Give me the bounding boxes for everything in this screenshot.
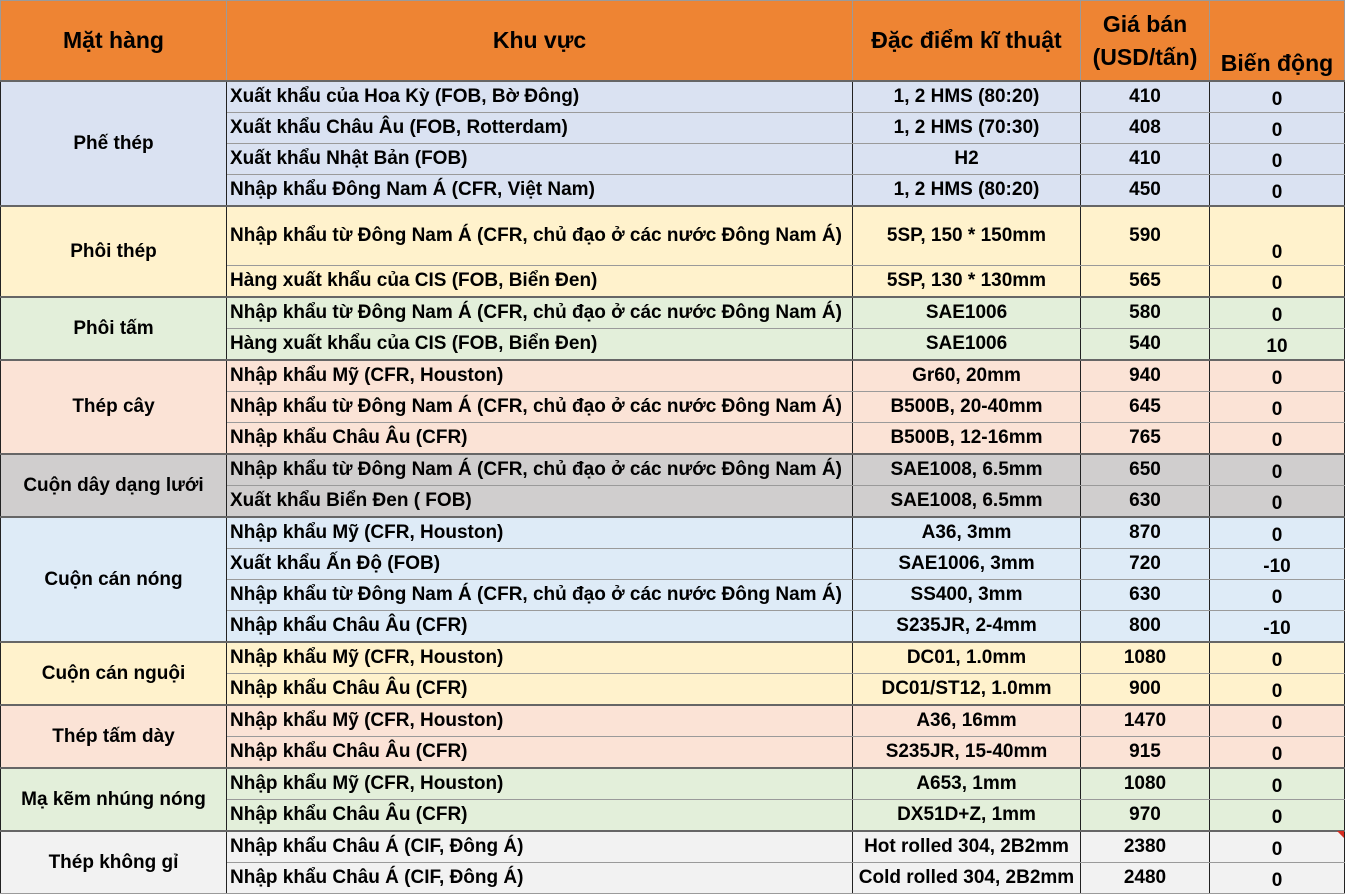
table-row <box>1 297 1345 329</box>
region-cell: Xuất khẩu Nhật Bản (FOB) <box>227 144 853 175</box>
change-cell: 0 <box>1210 360 1345 392</box>
price-cell: 1080 <box>1081 768 1210 800</box>
header-spec: Đặc điểm kĩ thuật <box>853 1 1081 82</box>
change-cell: 0 <box>1210 206 1345 266</box>
region-cell: Nhập khẩu Châu Âu (CFR) <box>227 800 853 832</box>
spec-cell: A36, 3mm <box>853 517 1081 549</box>
region-cell: Nhập khẩu Châu Âu (CFR) <box>227 611 853 643</box>
price-cell: 970 <box>1081 800 1210 832</box>
spec-cell: A653, 1mm <box>853 768 1081 800</box>
spec-cell: 5SP, 150 * 150mm <box>853 206 1081 266</box>
change-cell: 0 <box>1210 642 1345 674</box>
region-cell: Xuất khẩu của Hoa Kỳ (FOB, Bờ Đông) <box>227 81 853 113</box>
change-cell: 0 <box>1210 297 1345 329</box>
spec-cell: 1, 2 HMS (70:30) <box>853 113 1081 144</box>
change-cell: 0 <box>1210 831 1345 863</box>
region-cell: Nhập khẩu từ Đông Nam Á (CFR, chủ đạo ở các nước Đông Nam Á) <box>227 392 853 423</box>
price-cell: 450 <box>1081 175 1210 207</box>
spec-cell: 1, 2 HMS (80:20) <box>853 175 1081 207</box>
price-cell: 2480 <box>1081 863 1210 894</box>
header-change: Biến động <box>1210 1 1345 82</box>
category-cell: Thép cây <box>1 360 227 454</box>
region-cell: Nhập khẩu Mỹ (CFR, Houston) <box>227 642 853 674</box>
spec-cell: 5SP, 130 * 130mm <box>853 266 1081 298</box>
change-cell: 0 <box>1210 863 1345 894</box>
region-cell: Nhập khẩu từ Đông Nam Á (CFR, chủ đạo ở các nước Đông Nam Á) <box>227 206 853 266</box>
spec-cell: B500B, 12-16mm <box>853 423 1081 455</box>
spec-cell: H2 <box>853 144 1081 175</box>
category-cell: Cuộn dây dạng lưới <box>1 454 227 517</box>
category-cell: Cuộn cán nguội <box>1 642 227 705</box>
change-cell: 10 <box>1210 329 1345 361</box>
category-cell: Phôi tấm <box>1 297 227 360</box>
price-cell: 630 <box>1081 580 1210 611</box>
price-cell: 590 <box>1081 206 1210 266</box>
region-cell: Nhập khẩu Châu Âu (CFR) <box>227 423 853 455</box>
spec-cell: Hot rolled 304, 2B2mm <box>853 831 1081 863</box>
table-row <box>1 81 1345 113</box>
change-cell: 0 <box>1210 486 1345 518</box>
spec-cell: SAE1008, 6.5mm <box>853 454 1081 486</box>
change-cell: 0 <box>1210 392 1345 423</box>
change-cell: 0 <box>1210 81 1345 113</box>
spec-cell: SAE1008, 6.5mm <box>853 486 1081 518</box>
region-cell: Nhập khẩu Mỹ (CFR, Houston) <box>227 768 853 800</box>
table-row <box>1 642 1345 674</box>
spec-cell: SS400, 3mm <box>853 580 1081 611</box>
price-cell: 2380 <box>1081 831 1210 863</box>
spec-cell: S235JR, 15-40mm <box>853 737 1081 769</box>
region-cell: Hàng xuất khẩu của CIS (FOB, Biển Đen) <box>227 266 853 298</box>
change-cell: 0 <box>1210 423 1345 455</box>
category-cell: Thép tấm dày <box>1 705 227 768</box>
price-cell: 900 <box>1081 674 1210 706</box>
spec-cell: DC01, 1.0mm <box>853 642 1081 674</box>
price-cell: 408 <box>1081 113 1210 144</box>
spec-cell: SAE1006 <box>853 329 1081 361</box>
region-cell: Hàng xuất khẩu của CIS (FOB, Biển Đen) <box>227 329 853 361</box>
spec-cell: SAE1006, 3mm <box>853 549 1081 580</box>
price-cell: 870 <box>1081 517 1210 549</box>
region-cell: Nhập khẩu Mỹ (CFR, Houston) <box>227 517 853 549</box>
price-cell: 940 <box>1081 360 1210 392</box>
table-row <box>1 517 1345 549</box>
price-cell: 645 <box>1081 392 1210 423</box>
change-cell: -10 <box>1210 549 1345 580</box>
change-cell: -10 <box>1210 611 1345 643</box>
category-cell: Phế thép <box>1 81 227 206</box>
change-cell: 0 <box>1210 580 1345 611</box>
region-cell: Xuất khẩu Châu Âu (FOB, Rotterdam) <box>227 113 853 144</box>
price-cell: 630 <box>1081 486 1210 518</box>
change-cell: 0 <box>1210 144 1345 175</box>
table-row <box>1 831 1345 863</box>
header-price <box>1081 1 1210 82</box>
category-cell: Cuộn cán nóng <box>1 517 227 642</box>
change-cell: 0 <box>1210 266 1345 298</box>
price-cell: 540 <box>1081 329 1210 361</box>
region-cell: Xuất khẩu Biển Đen ( FOB) <box>227 486 853 518</box>
spec-cell: Cold rolled 304, 2B2mm <box>853 863 1081 894</box>
region-cell: Nhập khẩu Châu Á (CIF, Đông Á) <box>227 863 853 894</box>
table-body <box>1 81 1345 894</box>
region-cell: Nhập khẩu Châu Á (CIF, Đông Á) <box>227 831 853 863</box>
price-cell: 410 <box>1081 81 1210 113</box>
price-cell: 765 <box>1081 423 1210 455</box>
spec-cell: DC01/ST12, 1.0mm <box>853 674 1081 706</box>
change-cell: 0 <box>1210 674 1345 706</box>
change-cell: 0 <box>1210 517 1345 549</box>
spec-cell: S235JR, 2-4mm <box>853 611 1081 643</box>
table-row <box>1 705 1345 737</box>
price-cell: 1080 <box>1081 642 1210 674</box>
header-price-line1: Giá bán <box>1102 10 1188 37</box>
price-cell: 800 <box>1081 611 1210 643</box>
spec-cell: SAE1006 <box>853 297 1081 329</box>
region-cell: Nhập khẩu Đông Nam Á (CFR, Việt Nam) <box>227 175 853 207</box>
table-row <box>1 454 1345 486</box>
region-cell: Nhập khẩu Châu Âu (CFR) <box>227 737 853 769</box>
region-cell: Nhập khẩu từ Đông Nam Á (CFR, chủ đạo ở các nước Đông Nam Á) <box>227 297 853 329</box>
table-header <box>1 1 1345 82</box>
category-cell: Phôi thép <box>1 206 227 297</box>
price-cell: 410 <box>1081 144 1210 175</box>
table-row <box>1 768 1345 800</box>
spec-cell: DX51D+Z, 1mm <box>853 800 1081 832</box>
change-cell: 0 <box>1210 737 1345 769</box>
spec-cell: B500B, 20-40mm <box>853 392 1081 423</box>
table-row <box>1 360 1345 392</box>
region-cell: Nhập khẩu từ Đông Nam Á (CFR, chủ đạo ở các nước Đông Nam Á) <box>227 454 853 486</box>
change-cell: 0 <box>1210 705 1345 737</box>
price-cell: 915 <box>1081 737 1210 769</box>
region-cell: Nhập khẩu Mỹ (CFR, Houston) <box>227 360 853 392</box>
change-cell: 0 <box>1210 800 1345 832</box>
spec-cell: Gr60, 20mm <box>853 360 1081 392</box>
price-cell: 565 <box>1081 266 1210 298</box>
category-cell: Mạ kẽm nhúng nóng <box>1 768 227 831</box>
spec-cell: 1, 2 HMS (80:20) <box>853 81 1081 113</box>
change-cell: 0 <box>1210 768 1345 800</box>
region-cell: Nhập khẩu từ Đông Nam Á (CFR, chủ đạo ở các nước Đông Nam Á) <box>227 580 853 611</box>
price-cell: 1470 <box>1081 705 1210 737</box>
region-cell: Xuất khẩu Ấn Độ (FOB) <box>227 549 853 580</box>
spec-cell: A36, 16mm <box>853 705 1081 737</box>
price-cell: 720 <box>1081 549 1210 580</box>
comment-indicator-icon <box>1337 831 1344 838</box>
header-price-line2: (USD/tấn) <box>1092 43 1198 70</box>
category-cell: Thép không gỉ <box>1 831 227 894</box>
change-cell: 0 <box>1210 175 1345 207</box>
region-cell: Nhập khẩu Châu Âu (CFR) <box>227 674 853 706</box>
table-row <box>1 206 1345 266</box>
price-cell: 650 <box>1081 454 1210 486</box>
change-cell: 0 <box>1210 454 1345 486</box>
change-cell: 0 <box>1210 113 1345 144</box>
region-cell: Nhập khẩu Mỹ (CFR, Houston) <box>227 705 853 737</box>
header-region: Khu vực <box>227 1 853 82</box>
header-item: Mặt hàng <box>1 1 227 82</box>
price-cell: 580 <box>1081 297 1210 329</box>
